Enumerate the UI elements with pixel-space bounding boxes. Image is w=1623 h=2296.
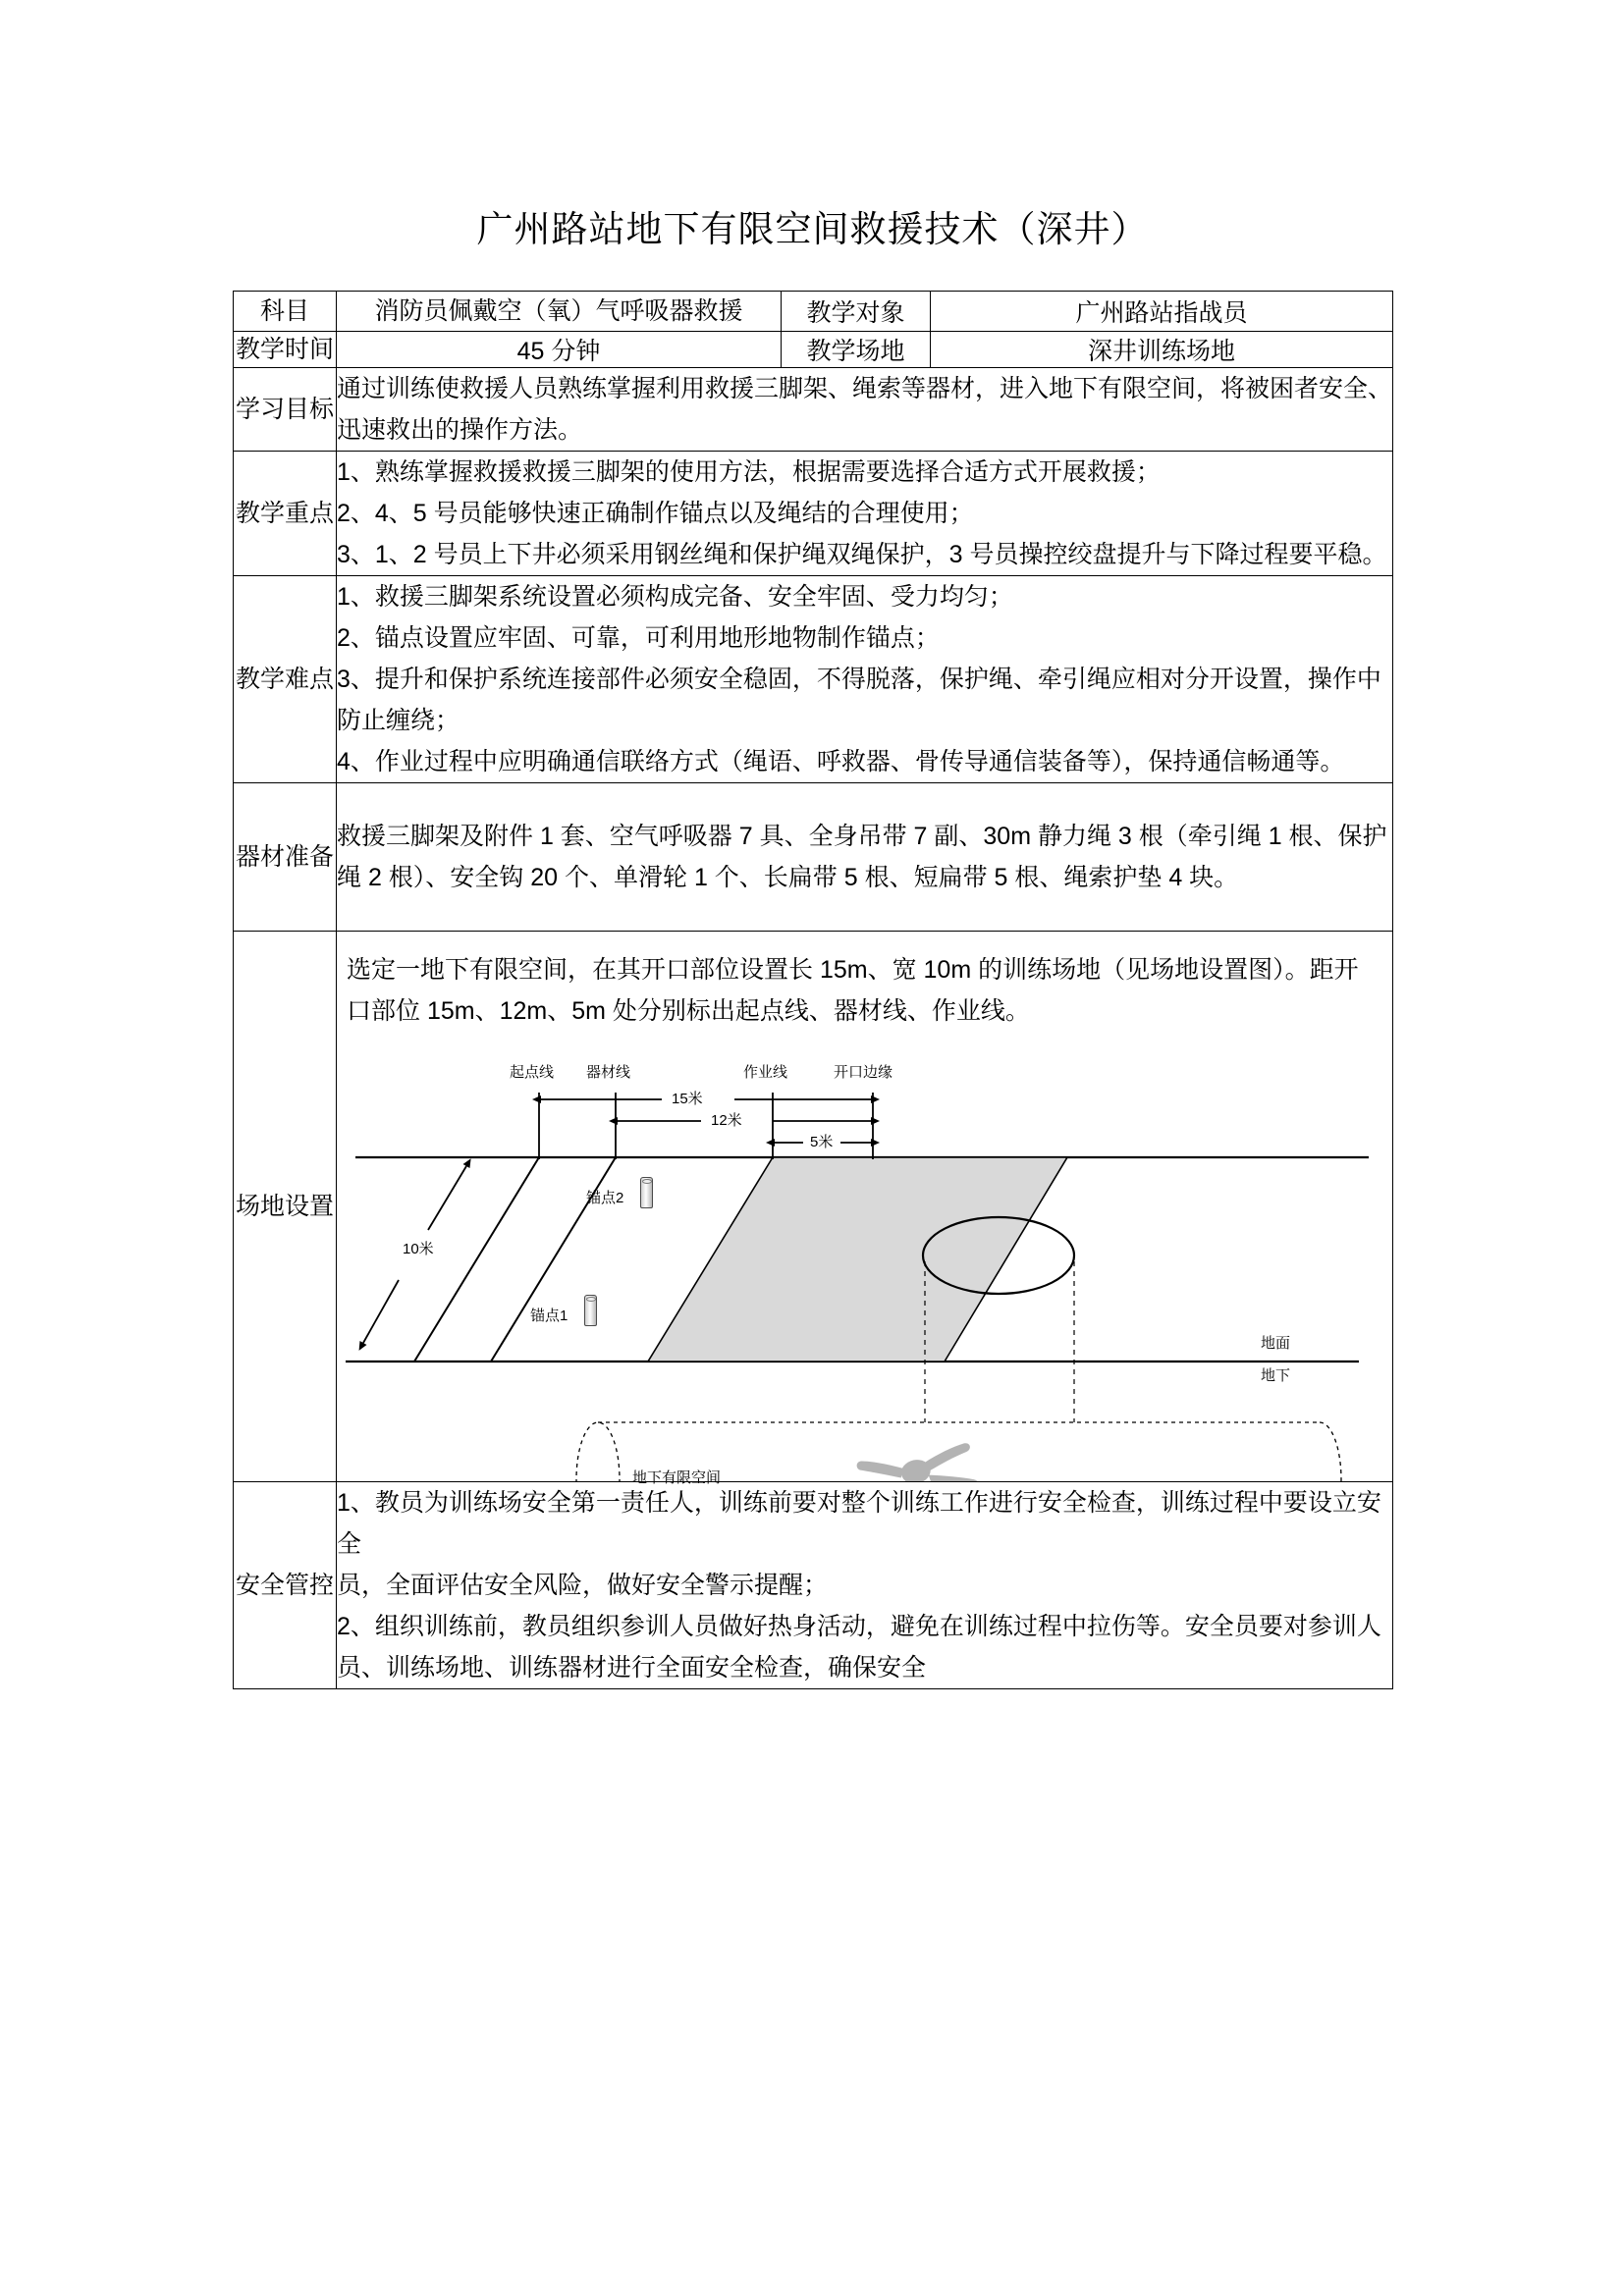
site-description-text: 选定一地下有限空间，在其开口部位设置长 15m、宽 10m 的训练场地（见场地设置图）。距开口部位 15m、12m、5m 处分别标出起点线、器材线、作业线。 bbox=[347, 956, 1359, 1025]
cell-value-safety bbox=[337, 1482, 1393, 1689]
table-row-subject bbox=[234, 292, 1393, 332]
site-diagram-svg bbox=[338, 1038, 1391, 1481]
table-row-objective bbox=[234, 368, 1393, 452]
diagram-label-underground: 地下 bbox=[1261, 1367, 1291, 1384]
cell-value-venue: 深井训练场地 bbox=[931, 332, 1393, 368]
cell-value-time: 45 分钟 bbox=[337, 332, 782, 368]
anchor-post-2 bbox=[640, 1177, 653, 1208]
table-row-difficulty bbox=[234, 576, 1393, 783]
page-title: 广州路站地下有限空间救援技术（深井） bbox=[476, 209, 1149, 249]
cell-label-equipment: 器材准备 bbox=[234, 783, 337, 932]
diagram-label-confined-space: 地下有限空间 bbox=[632, 1469, 722, 1486]
diagram-label-equipment-line: 器材线 bbox=[586, 1064, 631, 1081]
cell-label-difficulty: 教学难点 bbox=[234, 576, 337, 783]
diagram-label-opening-edge: 开口边缘 bbox=[834, 1064, 893, 1081]
cell-label-audience: 教学对象 bbox=[782, 292, 931, 332]
cell-value-difficulty bbox=[337, 576, 1393, 783]
table-row-equipment bbox=[234, 783, 1393, 932]
table-row-safety bbox=[234, 1482, 1393, 1689]
cell-label-time: 教学时间 bbox=[234, 332, 337, 368]
focus-item: 3、1、2 号员上下井必须采用钢丝绳和保护绳双绳保护，3 号员操控绞盘提升与下降过程要平稳。 bbox=[337, 541, 1387, 568]
table-row-time bbox=[234, 332, 1393, 368]
diagram-label-work-line: 作业线 bbox=[743, 1064, 788, 1081]
diagram-label-anchor2: 锚点2 bbox=[586, 1190, 624, 1206]
difficulty-item: 1、救援三脚架系统设置必须构成完备、安全牢固、受力均匀； bbox=[337, 583, 1013, 611]
lesson-plan-table bbox=[233, 291, 1393, 1689]
safety-item: 1、教员为训练场安全第一责任人，训练前要对整个训练工作进行安全检查，训练过程中要设立安全 bbox=[337, 1489, 1381, 1558]
cell-label-focus: 教学重点 bbox=[234, 452, 337, 576]
cell-label-safety: 安全管控 bbox=[234, 1482, 337, 1689]
cell-value-focus bbox=[337, 452, 1393, 576]
cell-value-subject: 消防员佩戴空（氧）气呼吸器救援 bbox=[337, 292, 782, 332]
table-row-site bbox=[234, 932, 1393, 1482]
difficulty-item: 2、锚点设置应牢固、可靠，可利用地形地物制作锚点； bbox=[337, 624, 940, 652]
table-row-focus bbox=[234, 452, 1393, 576]
site-layout-diagram bbox=[338, 1038, 1391, 1486]
cell-label-subject: 科目 bbox=[234, 292, 337, 332]
diagram-dimension-15m: 15米 bbox=[668, 1091, 707, 1108]
cell-label-venue: 教学场地 bbox=[782, 332, 931, 368]
safety-item: 员，全面评估安全风险，做好安全警示提醒； bbox=[337, 1572, 829, 1599]
diagram-dimension-12m: 12米 bbox=[707, 1112, 746, 1130]
anchor-post-1 bbox=[584, 1295, 597, 1326]
cell-value-equipment: 救援三脚架及附件 1 套、空气呼吸器 7 具、全身吊带 7 副、30m 静力绳 3 根（牵引绳 1 根、保护绳 2 根）、安全钩 20 个、单滑轮 1 个、长扁带 5 根、短扁带 5 根、绳索护垫 4 块。 bbox=[337, 783, 1393, 932]
cell-value-audience: 广州路站指战员 bbox=[931, 292, 1393, 332]
diagram-label-ground-surface: 地面 bbox=[1261, 1335, 1291, 1352]
safety-item: 2、组织训练前，教员组织参训人员做好热身活动，避免在训练过程中拉伤等。安全员要对参训人员、训练场地、训练器材进行全面安全检查，确保安全 bbox=[337, 1613, 1381, 1682]
difficulty-item: 3、提升和保护系统连接部件必须安全稳固，不得脱落，保护绳、牵引绳应相对分开设置，操作中防止缠绕； bbox=[337, 666, 1381, 734]
diagram-dimension-5m: 5米 bbox=[807, 1134, 836, 1151]
cell-label-site: 场地设置 bbox=[234, 932, 337, 1482]
cell-value-objective: 通过训练使救援人员熟练掌握利用救援三脚架、绳索等器材，进入地下有限空间，将被困者安全、迅速救出的操作方法。 bbox=[337, 368, 1393, 452]
diagram-label-start-line: 起点线 bbox=[510, 1064, 555, 1081]
site-description bbox=[337, 932, 1392, 1038]
cell-label-objective: 学习目标 bbox=[234, 368, 337, 452]
cell-value-site bbox=[337, 932, 1393, 1486]
focus-item: 2、4、5 号员能够快速正确制作锚点以及绳结的合理使用； bbox=[337, 500, 974, 527]
focus-item: 1、熟练掌握救援救援三脚架的使用方法，根据需要选择合适方式开展救援； bbox=[337, 458, 1161, 486]
diagram-dimension-10m: 10米 bbox=[400, 1241, 437, 1258]
difficulty-item: 4、作业过程中应明确通信联络方式（绳语、呼救器、骨传导通信装备等），保持通信畅通等。 bbox=[337, 748, 1345, 775]
diagram-label-anchor1: 锚点1 bbox=[530, 1308, 568, 1324]
